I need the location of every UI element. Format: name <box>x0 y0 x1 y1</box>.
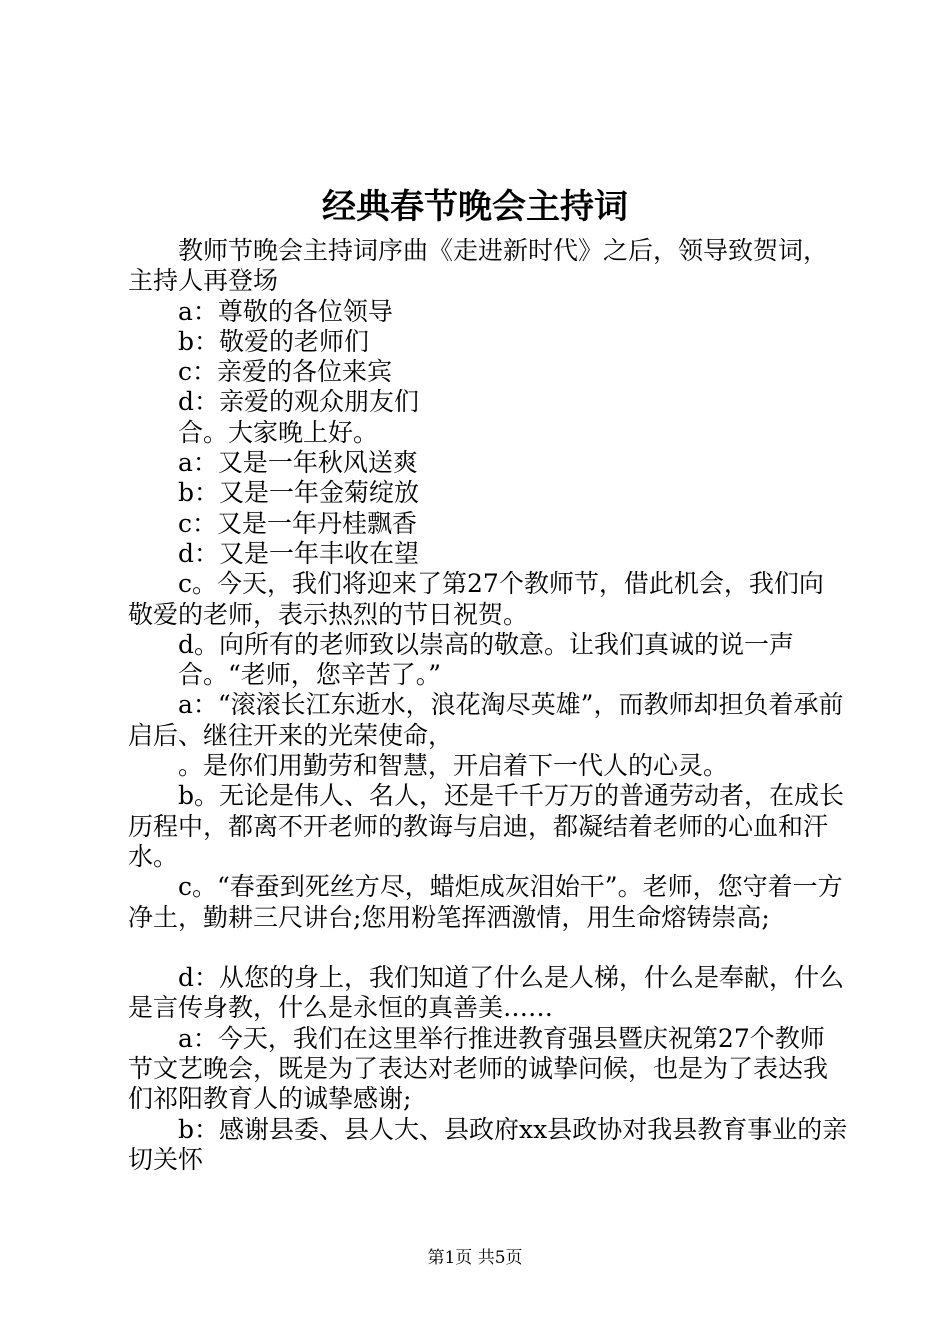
document-body <box>128 236 848 1175</box>
paragraph: b。无论是伟人、名人，还是千千万万的普通劳动者，在成长历程中，都离不开老师的教诲与启迪，都凝结着老师的心血和汗水。 <box>128 781 845 871</box>
paragraph: d：又是一年丰收在望 <box>178 538 420 568</box>
paragraph: a：又是一年秋风送爽 <box>178 448 418 478</box>
page-number: 第1页 共5页 <box>427 1248 523 1268</box>
paragraph: d。向所有的老师致以崇高的敬意。让我们真诚的说一声 <box>178 629 795 659</box>
paragraph: d：亲爱的观众朋友们 <box>178 387 420 417</box>
paragraph: c：亲爱的各位来宾 <box>178 357 393 387</box>
document-title: 经典春节晚会主持词 <box>322 187 628 227</box>
paragraph: c：又是一年丹桂飘香 <box>178 508 418 538</box>
paragraph: b：感谢县委、县人大、县政府xx县政协对我县教育事业的亲切关怀 <box>128 1114 848 1174</box>
paragraph: 合。“老师，您辛苦了。” <box>178 660 442 690</box>
paragraph: b：又是一年金菊绽放 <box>178 478 420 508</box>
blank-line <box>128 933 848 963</box>
paragraph: a：“滚滚长江东逝水，浪花淘尽英雄”，而教师却担负着承前启后、继往开来的光荣使命， <box>128 690 844 750</box>
paragraph: 合。大家晚上好。 <box>178 417 379 447</box>
paragraph: c。今天，我们将迎来了第27个教师节，借此机会，我们向敬爱的老师，表示热烈的节日祝贺。 <box>128 569 824 629</box>
paragraph: 。是你们用勤劳和智慧，开启着下一代人的心灵。 <box>178 751 729 781</box>
paragraph: a：尊敬的各位领导 <box>178 296 393 326</box>
paragraph: a：今天，我们在这里举行推进教育强县暨庆祝第27个教师节文艺晚会，既是为了表达对老师的诚挚问候，也是为了表达我们祁阳教育人的诚挚感谢; <box>128 1023 829 1114</box>
paragraph: d：从您的身上，我们知道了什么是人梯，什么是奉献，什么是言传身教，什么是永恒的真善美…… <box>128 963 845 1023</box>
paragraph: c。“春蚕到死丝方尽，蜡炬成灰泪始干”。老师，您守着一方净土，勤耕三尺讲台;您用粉笔挥洒激情，用生命熔铸崇高; <box>128 872 843 932</box>
paragraph: b：敬爱的老师们 <box>178 326 370 356</box>
paragraph: 教师节晚会主持词序曲《走进新时代》之后，领导致贺词，主持人再登场 <box>128 236 829 296</box>
